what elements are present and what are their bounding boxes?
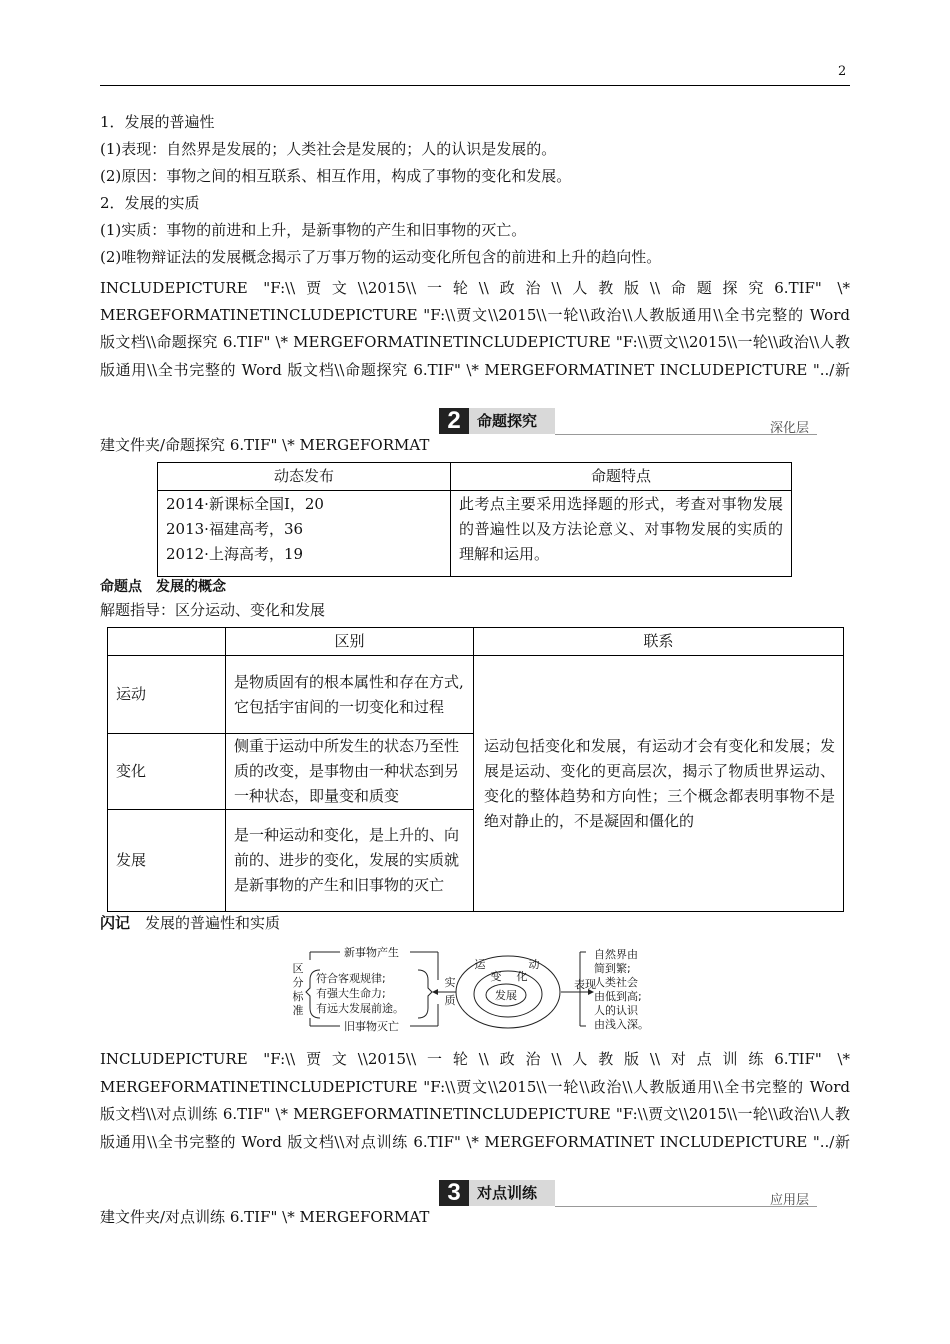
relation-cell: 运动包括变化和发展，有运动才会有变化和发展；发展是运动、变化的更高层次，揭示了物质世界运动、变化的整体趋势和方向性；三个概念都表明事物不是绝对静止的，不是凝固和僵化的: [474, 656, 844, 912]
right-brace: [418, 970, 432, 1018]
guide-text: 解题指导：区分运动、变化和发展: [100, 601, 326, 619]
manifest-label: 表现: [574, 978, 596, 991]
field-code-line: 版通用\\全书完整的 Word 版文档\\对点训练 6.TIF" \* MERGEFORMATINET INCLUDEPICTURE "../新: [100, 1133, 850, 1151]
new-thing-label: 新事物产生: [344, 946, 399, 959]
table-header: [108, 628, 226, 656]
field-code-line: 版通用\\全书完整的 Word 版文档\\命题探究 6.TIF" \* MERGEFORMATINET INCLUDEPICTURE "../新: [100, 361, 850, 379]
motion-char: 运: [474, 958, 486, 971]
criteria-item: 有强大生命力;: [316, 987, 386, 1000]
paragraph: (1)实质：事物的前进和上升，是新事物的产生和旧事物的灭亡。: [100, 221, 527, 239]
development-diagram: [290, 938, 670, 1038]
field-code-line: MERGEFORMATINETINCLUDEPICTURE "F:\\贾文\\2015\\一轮\\政治\\人教版通用\\全书完整的 Word: [100, 306, 850, 324]
field-code-line: 建文件夹/对点训练 6.TIF" \* MERGEFORMAT: [100, 1208, 430, 1226]
change-char: 变: [490, 970, 502, 983]
field-code-line: INCLUDEPICTURE "F:\\贾文\\2015\\一轮\\政治\\人教版\\对点训练6.TIF" \*: [100, 1050, 850, 1068]
old-thing-label: 旧事物灭亡: [344, 1020, 399, 1033]
exam-info-table: [157, 462, 792, 577]
diff-cell: 侧重于运动中所发生的状态乃至性质的改变，是事物由一种状态到另一种状态，即量变和质变: [226, 734, 474, 810]
manifest-line: 由浅入深。: [594, 1018, 649, 1031]
section-layer-label: 深化层: [770, 421, 810, 436]
arrow-head: [432, 989, 438, 995]
term-cell: 运动: [108, 656, 226, 734]
section-title: 命题探究: [469, 408, 555, 434]
exam-item: 2012·上海高考，19: [166, 545, 304, 563]
diff-cell: 是物质固有的根本属性和存在方式,它包括宇宙间的一切变化和过程: [226, 656, 474, 734]
criteria-char: 分: [292, 976, 304, 989]
essence-char: 实: [444, 976, 456, 989]
heading-essence: 2．发展的实质: [100, 194, 200, 212]
flash-heading: [100, 912, 280, 934]
field-code-line: INCLUDEPICTURE "F:\\贾文\\2015\\一轮\\政治\\人教版\\命题探究6.TIF" \*: [100, 279, 850, 297]
table-header: 区别: [226, 628, 474, 656]
criteria-char: 标: [292, 990, 304, 1003]
header-rule: [100, 85, 850, 86]
paragraph: (1)表现：自然界是发展的；人类社会是发展的；人的认识是发展的。: [100, 140, 557, 158]
criteria-char: 准: [292, 1004, 304, 1017]
flash-label: 闪记: [100, 914, 131, 932]
manifest-line: 人类社会: [594, 976, 638, 989]
page-number: 2: [838, 64, 847, 79]
criteria-item: 有远大发展前途。: [316, 1002, 404, 1015]
paragraph: (2)唯物辩证法的发展概念揭示了万事万物的运动变化所包含的前进和上升的趋向性。: [100, 248, 662, 266]
point-title: 命题点 发展的概念: [100, 579, 226, 595]
field-code-line: 版文档\\对点训练 6.TIF" \* MERGEFORMATINETINCLUDEPICTURE "F:\\贾文\\2015\\一轮\\政治\\人教: [100, 1105, 850, 1123]
field-code-line: 建文件夹/命题探究 6.TIF" \* MERGEFORMAT: [100, 436, 430, 454]
section-number-badge: 2: [439, 408, 469, 434]
diff-cell: 是一种运动和变化，是上升的、向前的、进步的变化，发展的实质就是新事物的产生和旧事物的灭亡: [226, 810, 474, 912]
heading-universality: 1．发展的普遍性: [100, 113, 215, 131]
table-header: 联系: [474, 628, 844, 656]
concept-table: [107, 627, 844, 912]
exam-item: 2013·福建高考，36: [166, 520, 304, 538]
field-code-line: 版文档\\命题探究 6.TIF" \* MERGEFORMATINETINCLUDEPICTURE "F:\\贾文\\2015\\一轮\\政治\\人教: [100, 333, 850, 351]
manifest-line: 人的认识: [594, 1004, 638, 1017]
flash-title: 发展的普遍性和实质: [145, 914, 281, 932]
table-header: 动态发布: [158, 463, 451, 491]
exam-item: 2014·新课标全国Ⅰ，20: [166, 495, 324, 513]
exam-list-cell: [158, 491, 451, 577]
manifest-line: 由低到高;: [594, 990, 642, 1003]
field-code-line: MERGEFORMATINETINCLUDEPICTURE "F:\\贾文\\2015\\一轮\\政治\\人教版通用\\全书完整的 Word: [100, 1078, 850, 1096]
section-number-badge: 3: [439, 1180, 469, 1206]
paragraph: (2)原因：事物之间的相互联系、相互作用，构成了事物的变化和发展。: [100, 167, 572, 185]
development-label: 发展: [495, 989, 517, 1002]
essence-char: 质: [444, 994, 456, 1007]
motion-char: 动: [528, 958, 540, 971]
criteria-item: 符合客观规律;: [316, 972, 386, 985]
term-cell: 发展: [108, 810, 226, 912]
table-header: 命题特点: [451, 463, 792, 491]
manifest-line: 简到繁;: [594, 962, 631, 975]
section-title: 对点训练: [469, 1180, 555, 1206]
section-layer-label: 应用层: [770, 1193, 810, 1208]
term-cell: 变化: [108, 734, 226, 810]
change-char: 化: [516, 970, 528, 983]
manifest-line: 自然界由: [594, 948, 638, 961]
feature-cell: 此考点主要采用选择题的形式，考查对事物发展的普遍性以及方法论意义、对事物发展的实质的理解和运用。: [451, 491, 792, 577]
criteria-char: 区: [292, 962, 304, 975]
